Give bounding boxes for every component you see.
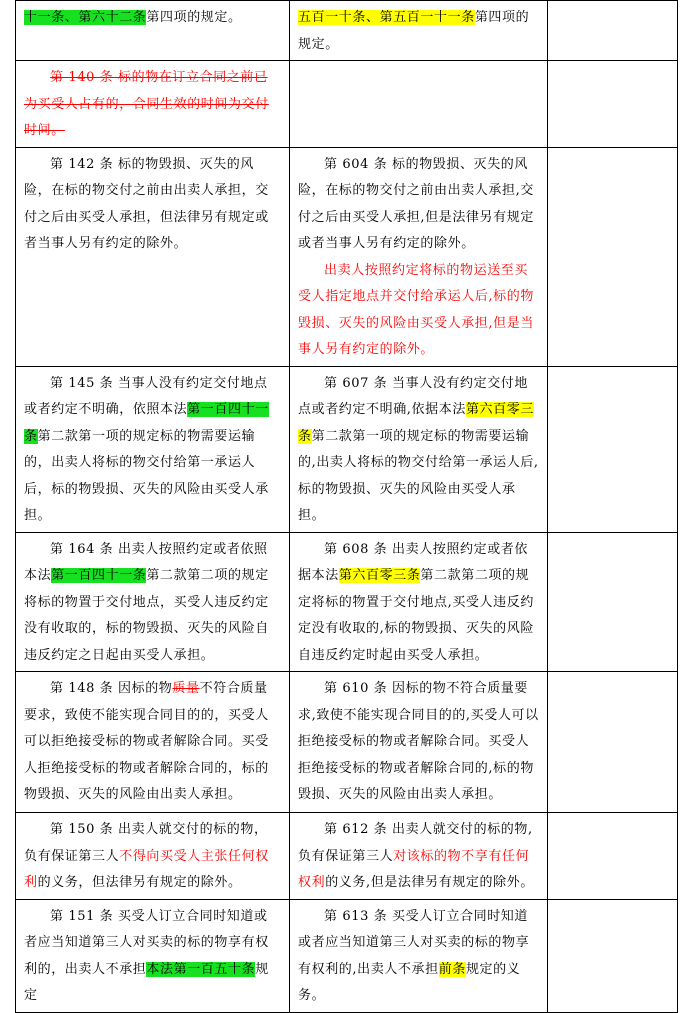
deleted-text: 质量: [172, 681, 200, 696]
text-run: 第四项的规定。: [146, 10, 242, 25]
table-row-article-164: [16, 532, 678, 672]
text-run: 第二款第一项的规定标的物需要运输的,出卖人将标的物交付给第一承运人后,标的物毁损、灭失的风险由买受人承担。: [298, 428, 539, 523]
text-run: 第二款第二项的规定将标的物置于交付地点,买受人违反约定没有收取的,标的物毁损、灭失的风险自违反约定时起由买受人承担。: [298, 568, 534, 663]
yellow-highlight: 第六百零三条: [298, 402, 534, 444]
left-text: [24, 371, 281, 530]
notes-cell: [548, 899, 678, 1012]
text-run: 第 607 条 当事人没有约定交付地点或者约定不明确,依据本法: [298, 375, 529, 417]
table-row-article-145: [16, 366, 678, 532]
left-text: [24, 817, 281, 897]
text-run: 第 164 条 出卖人按照约定或者依照本法: [24, 541, 268, 583]
text-run: 不符合质量要求，致使不能实现合同目的的，买受人可以拒绝接受标的物或者解除合同。买受人拒绝接受标的物或者解除合同的，标的物毁损、灭失的风险由出卖人承担。: [24, 681, 269, 802]
green-highlight: 本法第一百五十条: [146, 961, 256, 977]
text-run: 第 610 条 因标的物不符合质量要求,致使不能实现合同目的的,买受人可以拒绝接受标的物或者解除合同。买受人拒绝接受标的物或者解除合同的,标的物毁损、灭失的风险由出卖人承担。: [298, 681, 539, 802]
text-run: 第 608 条 出卖人按照约定或者依据本法: [298, 541, 529, 583]
green-highlight: 十一条、第六十二条: [24, 10, 147, 25]
left-text: [24, 904, 281, 1010]
table-row-article-150: [16, 813, 678, 900]
text-run: 第 150 条 出卖人就交付的标的物，负有保证第三人: [24, 822, 268, 864]
text-run: 的义务，但法律另有规定的除外。: [37, 875, 242, 890]
yellow-highlight: 五百一十条、第五百一十一条: [298, 10, 475, 25]
red-text: 不得向买受人主张任何权利: [24, 848, 269, 890]
notes-cell: [548, 61, 678, 148]
green-highlight: 第一百四十一条: [24, 402, 269, 444]
new-law-cell: [290, 61, 548, 148]
table-row-article-151: [16, 899, 678, 1012]
left-text: [24, 5, 281, 32]
text-run: 规定: [24, 961, 269, 1003]
new-law-cell: [290, 813, 548, 900]
comparison-table: [15, 0, 678, 1013]
deleted-text: 第 140 条 标的物在订立合同之前已为买受人占有的，合同生效的时间为交付时间。: [24, 70, 269, 138]
right-text: [298, 5, 539, 58]
text-run: 第四项的规定。: [298, 10, 530, 52]
yellow-highlight: 第六百零三条: [338, 568, 421, 583]
old-law-cell: [16, 532, 290, 672]
old-law-cell: [16, 813, 290, 900]
green-highlight: 第一百四十一条: [51, 568, 147, 583]
old-law-cell: [16, 1, 290, 61]
text-run: 第 148 条 因标的物: [50, 681, 173, 696]
text-run: 第 151 条 买受人订立合同时知道或者应当知道第三人对买卖的标的物享有权利的，出卖人不承担: [24, 908, 269, 977]
notes-cell: [548, 532, 678, 672]
text-run: 第 613 条 买受人订立合同时知道或者应当知道第三人对买卖的标的物享有权利的,出卖人不承担: [298, 908, 530, 977]
new-law-cell: [290, 672, 548, 813]
table-row-article-142: [16, 147, 678, 366]
text-run: 第 142 条 标的物毁损、灭失的风险，在标的物交付之前由出卖人承担，交付之后由买受人承担，但法律另有规定或者当事人另有约定的除外。: [24, 156, 269, 251]
left-text: [24, 152, 281, 258]
text-run: 第 612 条 出卖人就交付的标的物,负有保证第三人: [298, 822, 533, 864]
added-paragraph: 出卖人按照约定将标的物运送至买受人指定地点并交付给承运人后,标的物毁损、灭失的风险由买受人承担,但是当事人另有约定的除外。: [298, 262, 534, 357]
right-text: [298, 537, 539, 670]
new-law-cell: [290, 147, 548, 366]
new-law-cell: [290, 1, 548, 61]
right-text: [298, 817, 539, 897]
notes-cell: [548, 1, 678, 61]
old-law-cell: [16, 147, 290, 366]
yellow-highlight: 前条: [438, 961, 466, 977]
table-row-article-140: [16, 61, 678, 148]
notes-cell: [548, 672, 678, 813]
text-run: 规定的义务。: [298, 961, 521, 1003]
red-text: 对该标的物不享有任何权利: [298, 848, 530, 890]
left-text: [24, 676, 281, 809]
old-law-cell: [16, 672, 290, 813]
right-text: [298, 371, 539, 530]
left-text: [24, 65, 281, 145]
left-text: [24, 537, 281, 670]
right-text: [298, 676, 539, 809]
notes-cell: [548, 813, 678, 900]
new-law-cell: [290, 532, 548, 672]
text-run: 的义务,但是法律另有规定的除外。: [325, 875, 534, 890]
new-law-cell: [290, 366, 548, 532]
old-law-cell: [16, 899, 290, 1012]
right-text: [298, 152, 539, 258]
new-law-cell: [290, 899, 548, 1012]
table-row-article-continuation: [16, 1, 678, 61]
text-run: 第二款第一项的规定标的物需要运输的，出卖人将标的物交付给第一承运人后，标的物毁损、灭失的风险由买受人承担。: [24, 428, 269, 523]
text-run: 第 145 条 当事人没有约定交付地点或者约定不明确，依照本法: [24, 375, 268, 417]
table-row-article-148: [16, 672, 678, 813]
old-law-cell: [16, 61, 290, 148]
right-text: [298, 904, 539, 1010]
text-run: 第 604 条 标的物毁损、灭失的风险，在标的物交付之前由出卖人承担,交付之后由买受人承担,但是法律另有规定或者当事人另有约定的除外。: [298, 156, 534, 251]
text-run: 第二款第二项的规定将标的物置于交付地点，买受人违反约定没有收取的，标的物毁损、灭失的风险自违反约定之日起由买受人承担。: [24, 568, 269, 663]
notes-cell: [548, 366, 678, 532]
notes-cell: [548, 147, 678, 366]
old-law-cell: [16, 366, 290, 532]
